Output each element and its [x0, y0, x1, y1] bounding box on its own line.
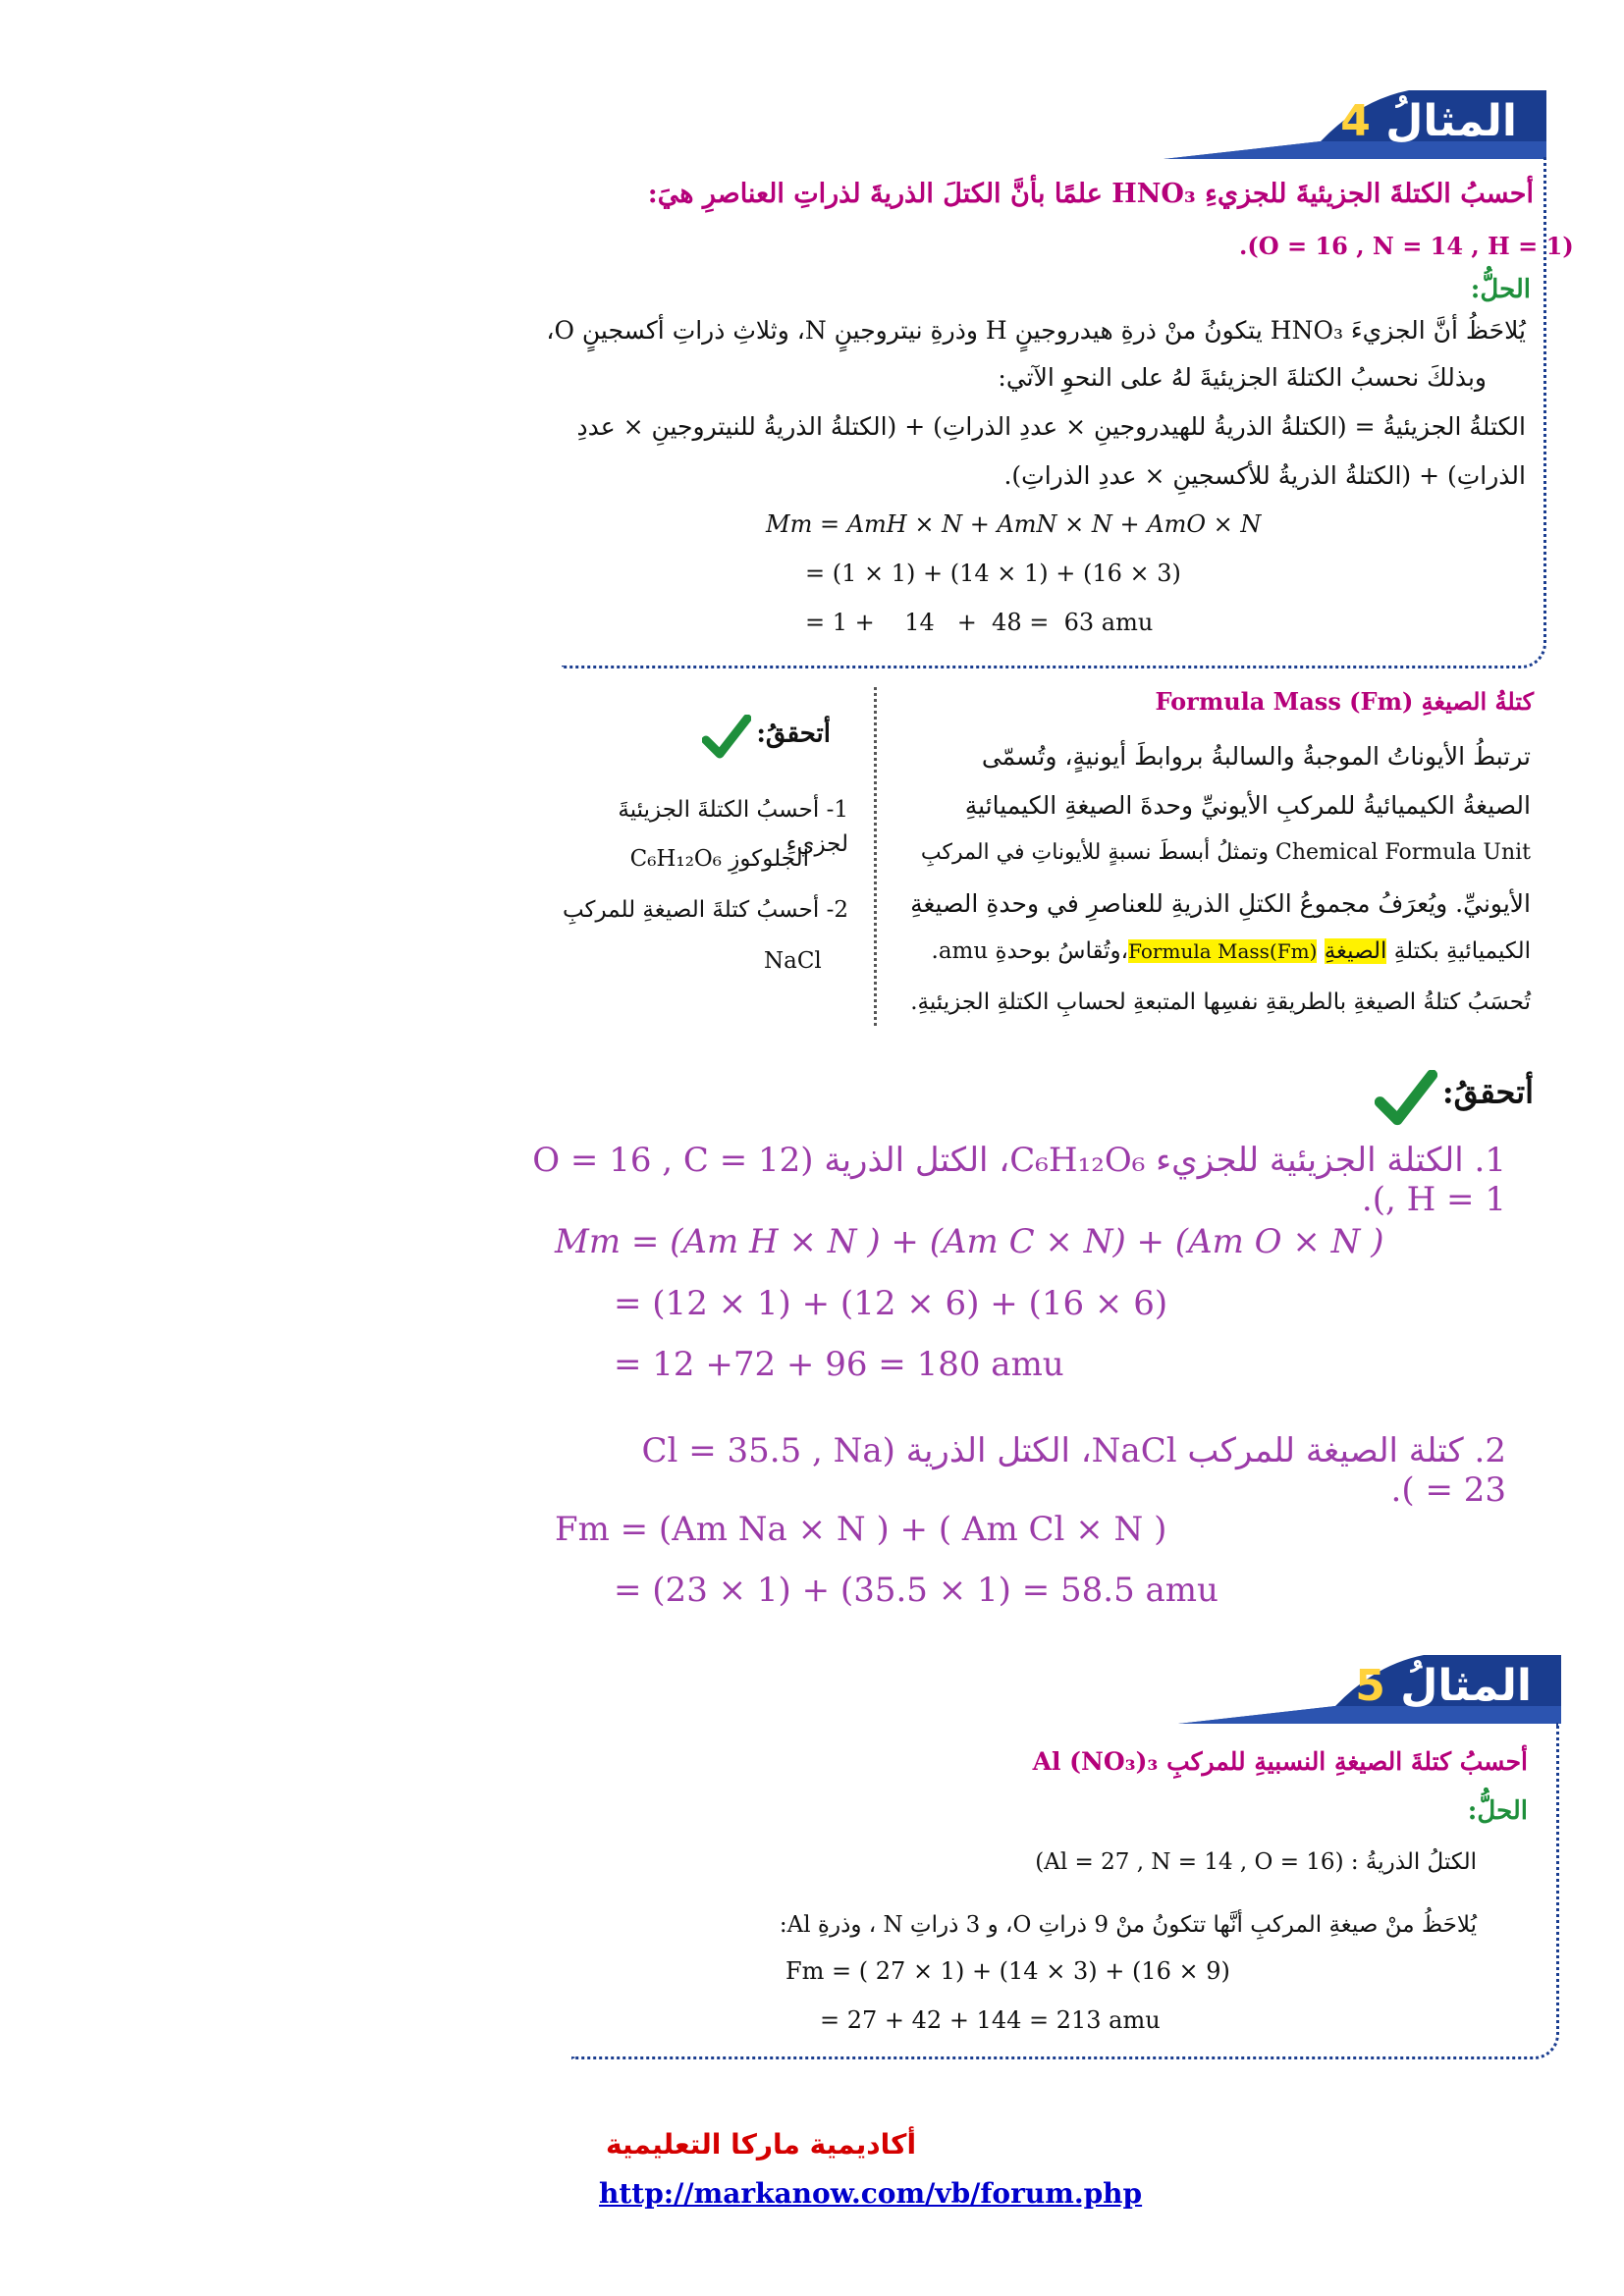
formula-mass-title: كتلةُ الصيغةِ Formula Mass (Fm)	[1155, 687, 1534, 716]
example4-question: أحسبُ الكتلةَ الجزيئيةَ للجزيءِ HNO₃ علمًا بأنَّ الكتلَ الذريةَ لذراتِ العناصرِ هيَ:	[647, 179, 1534, 209]
verify-answer-title-row	[1141, 1070, 1534, 1127]
verify-small-q1b: الجلوكوزِ C₆H₁₂O₆	[629, 846, 809, 872]
example5-eq2: = 27 + 42 + 144 = 213 amu	[820, 2006, 1161, 2034]
check-icon	[1375, 1070, 1437, 1127]
check-icon	[702, 715, 751, 760]
formula-mass-highlight-en: Formula Mass(Fm)	[1128, 939, 1318, 963]
example4-banner	[1164, 90, 1546, 159]
example4-line1: يُلاحَظُ أنَّ الجزيءَ HNO₃ يتكونُ منْ ذرةِ هيدروجينٍ H وذرةِ نيتروجينٍ N، وثلاثِ ذراتِ أكسجينٍ O،	[546, 316, 1526, 345]
formula-mass-p4: الأيونيِّ. ويُعرَفُ مجموعُ الكتلِ الذريةِ للعناصرِ في وحدةِ الصيغةِ	[910, 889, 1531, 918]
formula-mass-highlight-ar: الصيغةِ	[1324, 938, 1387, 964]
example5-solution-label: الحلُّ:	[1467, 1796, 1528, 1826]
formula-mass-p6: تُحسَبُ كتلةُ الصيغةِ بالطريقةِ نفسِها المتبعةِ لحسابِ الكتلةِ الجزيئيةِ.	[910, 989, 1531, 1015]
footer-academy: أكاديمية ماركا التعليمية	[605, 2128, 917, 2161]
example5-question: أحسبُ كتلةَ الصيغةِ النسبيةِ للمركبِ Al (NO₃)₃	[1032, 1747, 1528, 1776]
example4-eq2: = (1 × 1) + (14 × 1) + (16 × 3)	[805, 560, 1181, 587]
formula-mass-p5-post: ،وتُقاسُ بوحدةِ amu.	[931, 938, 1129, 964]
verify-answer-title: أتحققُ:	[1441, 1073, 1534, 1111]
formula-mass-p3: Chemical Formula Unit وتمثلُ أبسطَ نسبةٍ للأيوناتِ في المركبِ	[920, 840, 1531, 865]
example4-eq1: Mm = AmH × N + AmN × N + AmO × N	[766, 510, 1262, 538]
verify-small-q1a: 1- أحسبُ الكتلةَ الجزيئيةَ لجزيءِ	[618, 797, 848, 857]
verify-small-title: أتحققُ:	[756, 719, 831, 749]
verify-answer-q1: 1. الكتلة الجزيئية للجزيء C₆H₁₂O₆، الكتل الذرية (O = 16 , C = 12 , H = 1).	[532, 1141, 1506, 1219]
example4-eq3: = 1 + 14 + 48 = 63 amu	[805, 609, 1154, 636]
verify-answer-e1: Mm = (Am H × N ) + (Am C × N) + (Am O × N )	[555, 1222, 1384, 1261]
example4-line3: الكتلةُ الجزيئيةُ = (الكتلةُ الذريةُ للهيدروجينِ × عددِ الذراتِ) + (الكتلةُ الذريةُ للنيتروجينِ × عددِ	[576, 412, 1526, 441]
formula-mass-p2: الصيغةُ الكيميائيةُ للمركبِ الأيونيِّ وحدةَ الصيغةِ الكيميائيةِ	[964, 791, 1531, 820]
formula-mass-p5	[883, 934, 1531, 969]
footer-link[interactable]: http://markanow.com/vb/forum.php	[599, 2177, 1143, 2210]
verify-answer-e2: = (12 × 1) + (12 × 6) + (16 × 6)	[614, 1284, 1168, 1323]
verify-small-title-row	[674, 715, 831, 760]
verify-small-q2b: NaCl	[764, 948, 822, 974]
verify-answer-q2: 2. كتلة الصيغة للمركب NaCl، الكتل الذرية (Cl = 35.5 , Na = 23 ).	[641, 1431, 1506, 1510]
example4-solution-label: الحلُّ:	[1470, 275, 1531, 304]
example4-banner-label: المثالُ 4	[1340, 96, 1517, 146]
example5-banner-label: المثالُ 5	[1355, 1661, 1532, 1711]
example4-line2: وبذلكَ نحسبُ الكتلةَ الجزيئيةَ لهُ على النحوِ الآتي:	[998, 363, 1487, 392]
section-divider	[874, 687, 877, 1026]
verify-answer-f1: Fm = (Am Na × N ) + ( Am Cl × N )	[555, 1510, 1167, 1549]
example4-line4: الذراتِ) + (الكتلةُ الذريةُ للأكسجينِ × عددِ الذراتِ).	[1003, 461, 1526, 490]
verify-answer-e3: = 12 +72 + 96 = 180 amu	[614, 1345, 1064, 1384]
example5-line1: يُلاحَظُ منْ صيغةِ المركبِ أنَّها تتكونُ منْ 9 ذراتِ O، و 3 ذراتِ N ، وذرةِ Al:	[779, 1912, 1477, 1938]
example5-given: الكتلُ الذريةُ : (Al = 27 , N = 14 , O = 16)	[1035, 1849, 1477, 1875]
example5-eq1: Fm = ( 27 × 1) + (14 × 3) + (16 × 9)	[785, 1957, 1230, 1985]
formula-mass-p1: ترتبطُ الأيوناتُ الموجبةُ والسالبةُ بروابطَ أيونيةٍ، وتُسمّى	[981, 742, 1531, 771]
formula-mass-p5-pre: الكيميائيةِ بكتلةِ	[1393, 938, 1531, 964]
verify-answer-f2: = (23 × 1) + (35.5 × 1) = 58.5 amu	[614, 1571, 1218, 1610]
example4-given: .(O = 16 , N = 14 , H = 1)	[1239, 232, 1574, 260]
verify-small-q2a: 2- أحسبُ كتلةَ الصيغةِ للمركبِ	[562, 897, 848, 923]
example5-banner	[1178, 1655, 1561, 1724]
